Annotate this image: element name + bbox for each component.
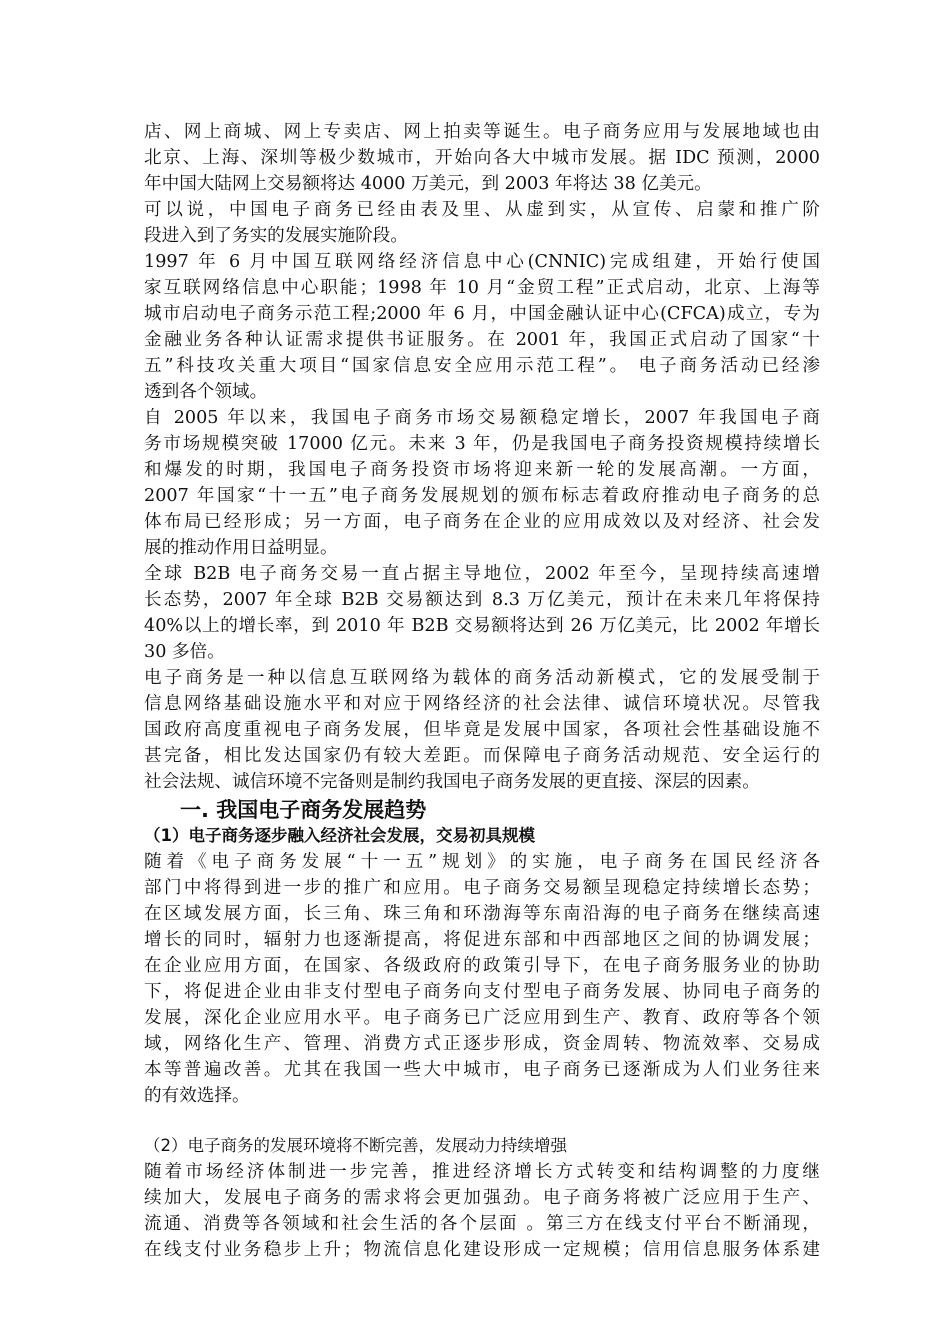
text-line: 务市场规模突破 17000 亿元。未来 3 年，仍是我国电子商务投资规模持续增长 <box>144 434 820 454</box>
text-line: 长态势，2007 年全球 B2B 交易额达到 8.3 万亿美元，预计在未来几年将保持 <box>144 590 820 610</box>
text-line: 全球 B2B 电子商务交易一直占据主导地位，2002 年至今，呈现持续高速增 <box>144 564 820 584</box>
text-line: 透到各个领域。 <box>144 382 268 402</box>
text-line: 续加大，发展电子商务的需求将会更加强劲。电子商务将被广泛应用于生产、 <box>144 1188 820 1208</box>
text-line: 甚完备，相比发达国家仍有较大差距。而保障电子商务活动规范、安全运行的 <box>144 746 820 766</box>
text-line: 的有效选择。 <box>144 1086 250 1106</box>
text-line: 自 2005 年以来，我国电子商务市场交易额稳定增长，2007 年我国电子商 <box>144 408 820 428</box>
text-line: 40%以上的增长率，到 2010 年 B2B 交易额将达到 26 万亿美元，比 2002 年增长 <box>144 616 820 636</box>
paragraph <box>144 1159 820 1263</box>
text-line: 30 多倍。 <box>144 642 225 662</box>
text-line: 和爆发的时期，我国电子商务投资市场将迎来新一轮的发展高潮。一方面， <box>144 460 820 480</box>
text-line: 体布局已经形成；另一方面，电子商务在企业的应用成效以及对经济、社会发 <box>144 512 820 532</box>
paragraph <box>144 665 820 795</box>
text-line: 国政府高度重视电子商务发展，但毕竟是发展中国家，各项社会性基础设施不 <box>144 720 820 740</box>
section-heading: 一. 我国电子商务发展趋势 <box>180 798 427 822</box>
text-line: 社会法规、诚信环境不完备则是制约我国电子商务发展的更直接、深层的因素。 <box>144 772 760 792</box>
paragraph <box>144 561 820 665</box>
text-line: 在线支付业务稳步上升；物流信息化建设形成一定规模；信用信息服务体系建 <box>144 1240 820 1260</box>
text-line: 本等普遍改善。尤其在我国一些大中城市，电子商务已逐渐成为人们业务往来 <box>144 1060 820 1080</box>
paragraph <box>144 249 820 405</box>
text-line: 家互联网络信息中心职能；1998 年 10 月“金贸工程”正式启动，北京、上海等 <box>144 278 820 298</box>
text-line: 增长的同时，辐射力也逐渐提高，将促进东部和中西部地区之间的协调发展； <box>144 930 820 950</box>
text-line: 可以说，中国电子商务已经由表及里、从虚到实，从宣传、启蒙和推广阶 <box>144 200 820 220</box>
text-line: 发展，深化企业应用水平。电子商务已广泛应用到生产、教育、政府等各个领 <box>144 1008 820 1028</box>
text-line: 域，网络化生产、管理、消费方式正逐步形成，资金周转、物流效率、交易成 <box>144 1034 820 1054</box>
text-line: 城市启动电子商务示范工程;2000 年 6 月，中国金融认证中心(CFCA)成立，专为 <box>144 304 820 324</box>
text-line: 1997 年 6 月中国互联网络经济信息中心(CNNIC)完成组建，开始行使国 <box>144 252 820 272</box>
text-line: 部门中将得到进一步的推广和应用。电子商务交易额呈现稳定持续增长态势； <box>144 878 820 898</box>
text-line: 2007 年国家“十一五”电子商务发展规划的颁布标志着政府推动电子商务的总 <box>144 486 820 506</box>
paragraph <box>144 849 820 1109</box>
text-line: 段进入到了务实的发展实施阶段。 <box>144 226 408 246</box>
text-line: 流通、消费等各领域和社会生活的各个层面 。第三方在线支付平台不断涌现， <box>144 1214 820 1234</box>
subsection-heading: （2）电子商务的发展环境将不断完善，发展动力持续增强 <box>144 1136 567 1155</box>
text-line: 在区域发展方面，长三角、珠三角和环渤海等东南沿海的电子商务在继续高速 <box>144 904 820 924</box>
subsection-heading: （1）电子商务逐步融入经济社会发展，交易初具规模 <box>144 826 535 845</box>
document-page <box>144 119 820 1263</box>
paragraph <box>144 197 820 249</box>
text-line: 北京、上海、深圳等极少数城市，开始向各大中城市发展。据 IDC 预测，2000 <box>144 148 820 168</box>
text-line: 展的推动作用日益明显。 <box>144 538 338 558</box>
text-line: 五”科技攻关重大项目“国家信息安全应用示范工程”。 电子商务活动已经渗 <box>144 356 820 376</box>
paragraph <box>144 405 820 561</box>
text-line: 在企业应用方面，在国家、各级政府的政策引导下，在电子商务服务业的协助 <box>144 956 820 976</box>
text-line: 年中国大陆网上交易额将达 4000 万美元，到 2003 年将达 38 亿美元。 <box>144 174 712 194</box>
text-line: 金融业务各种认证需求提供书证服务。在 2001 年，我国正式启动了国家“十 <box>144 330 820 350</box>
text-line: 下，将促进企业由非支付型电子商务向支付型电子商务发展、协同电子商务的 <box>144 982 820 1002</box>
text-line: 电子商务是一种以信息互联网络为载体的商务活动新模式，它的发展受制于 <box>144 668 820 688</box>
text-line: 随着《电子商务发展“十一五”规划》的实施，电子商务在国民经济各 <box>144 852 820 872</box>
text-line: 信息网络基础设施水平和对应于网络经济的社会法律、诚信环境状况。尽管我 <box>144 694 820 714</box>
text-line: 店、网上商城、网上专卖店、网上拍卖等诞生。电子商务应用与发展地域也由 <box>144 122 820 142</box>
text-line: 随着市场经济体制进一步完善，推进经济增长方式转变和结构调整的力度继 <box>144 1162 820 1182</box>
paragraph <box>144 119 820 197</box>
spacer <box>144 1109 820 1133</box>
